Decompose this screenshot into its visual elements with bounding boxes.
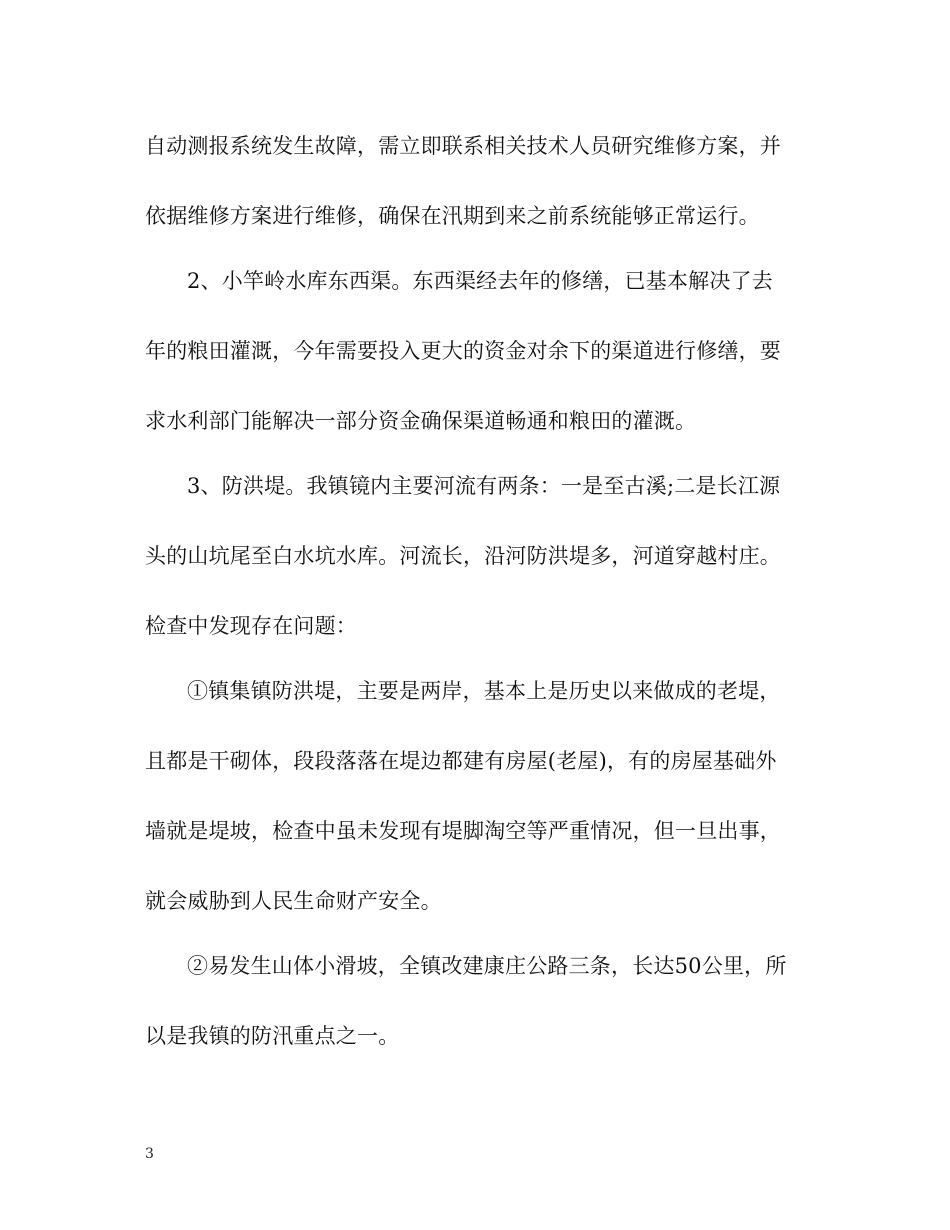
- paragraph-start-line: ①镇集镇防洪堤，主要是两岸，基本上是历史以来做成的老堤，: [187, 679, 781, 703]
- body-text-line: 自动测报系统发生故障，需立即联系相关技术人员研究维修方案，并: [145, 134, 781, 158]
- body-text-line: 检查中发现存在问题：: [145, 614, 357, 638]
- body-text-line: 头的山坑尾至白水坑水库。河流长，沿河防洪堤多，河道穿越村庄。: [145, 544, 781, 568]
- body-text-line: 且都是干砌体，段段落落在堤边都建有房屋(老屋)，有的房屋基础外: [145, 749, 777, 773]
- body-text-line: 依据维修方案进行维修，确保在汛期到来之前系统能够正常运行。: [145, 204, 760, 228]
- body-text-line: 年的粮田灌溉，今年需要投入更大的资金对余下的渠道进行修缮，要: [145, 339, 781, 363]
- paragraph-start-line: 3、防洪堤。我镇镜内主要河流有两条：一是至古溪;二是长江源: [187, 474, 781, 498]
- paragraph-start-line: ②易发生山体小滑坡，全镇改建康庄公路三条，长达50公里，所: [187, 954, 787, 978]
- page-number: 3: [145, 1146, 154, 1162]
- paragraph-start-line: 2、小竿岭水库东西渠。东西渠经去年的修缮，已基本解决了去: [187, 269, 773, 293]
- body-text-line: 墙就是堤坡，检查中虽未发现有堤脚淘空等严重情况，但一旦出事，: [145, 819, 781, 843]
- body-text-line: 以是我镇的防汛重点之一。: [145, 1024, 400, 1048]
- body-text-line: 求水利部门能解决一部分资金确保渠道畅通和粮田的灌溉。: [145, 409, 697, 433]
- body-text-line: 就会威胁到人民生命财产安全。: [145, 889, 442, 913]
